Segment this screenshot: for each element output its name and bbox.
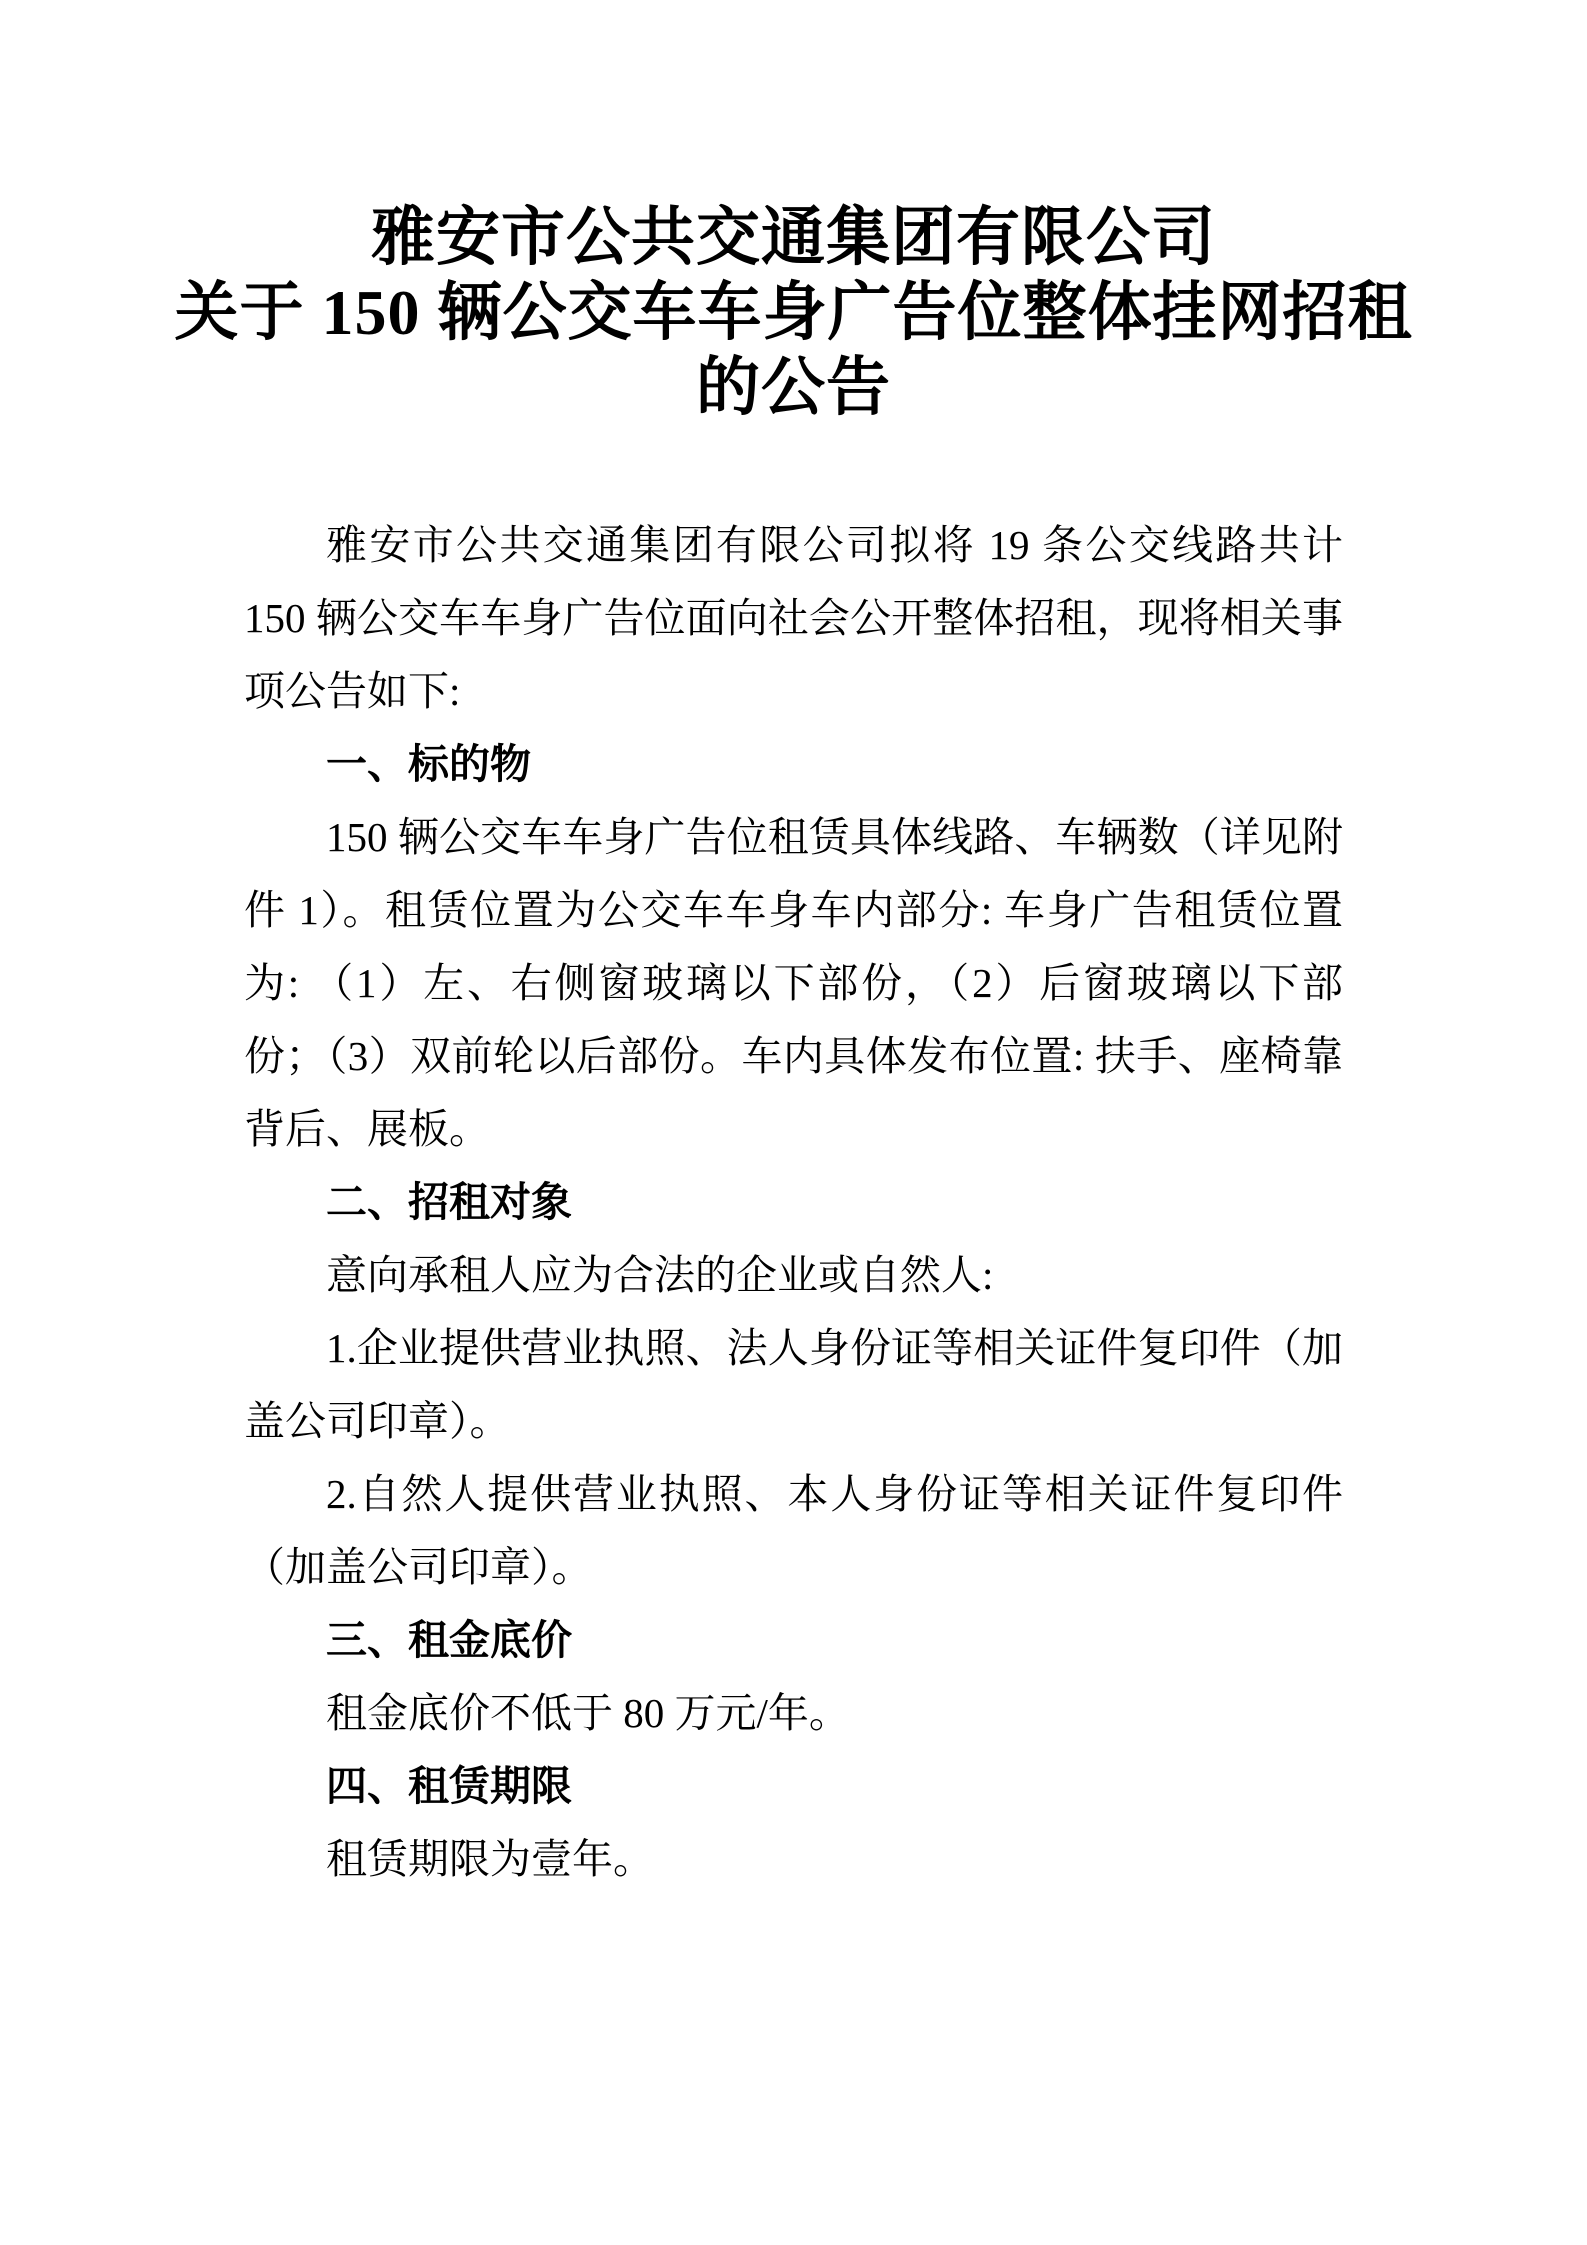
- paragraph-requirement-individual: 2.自然人提供营业执照、本人身份证等相关证件复印件（加盖公司印章）。: [244, 1471, 1343, 1590]
- paragraph-subject-matter: 150 辆公交车车身广告位租赁具体线路、车辆数（详见附件 1）。租赁位置为公交车车身车内部分: 车身广告租赁位置为: （1）左、右侧窗玻璃以下部份，（2）后窗玻璃以下部份；（3）双前轮以后部份。车内具体发布位置: 扶手、座椅靠背后、展板。: [244, 814, 1343, 1152]
- section-heading-4-lease-term: 四、租赁期限: [326, 1763, 572, 1809]
- paragraph-requirement-enterprise: 1.企业提供营业执照、法人身份证等相关证件复印件（加盖公司印章）。: [244, 1325, 1343, 1444]
- title-line-company: 雅安市公共交通集团有限公司: [371, 202, 1216, 273]
- document-title: [110, 200, 1477, 425]
- section-heading-3-base-rent: 三、租金底价: [326, 1617, 572, 1663]
- paragraph-lease-term: 租赁期限为壹年。: [326, 1836, 654, 1882]
- paragraph-lease-targets-intro: 意向承租人应为合法的企业或自然人:: [326, 1252, 994, 1298]
- document-body: [244, 509, 1343, 1896]
- title-line-announcement: 的公告: [696, 352, 891, 423]
- title-line-subject: 关于 150 辆公交车车身广告位整体挂网招租: [174, 277, 1413, 348]
- section-heading-2-lease-targets: 二、招租对象: [326, 1179, 572, 1225]
- section-heading-1-subject-matter: 一、标的物: [326, 741, 531, 787]
- intro-paragraph: 雅安市公共交通集团有限公司拟将 19 条公交线路共计 150 辆公交车车身广告位面向社会公开整体招租，现将相关事项公告如下:: [244, 522, 1343, 714]
- paragraph-base-rent: 租金底价不低于 80 万元/年。: [326, 1690, 850, 1736]
